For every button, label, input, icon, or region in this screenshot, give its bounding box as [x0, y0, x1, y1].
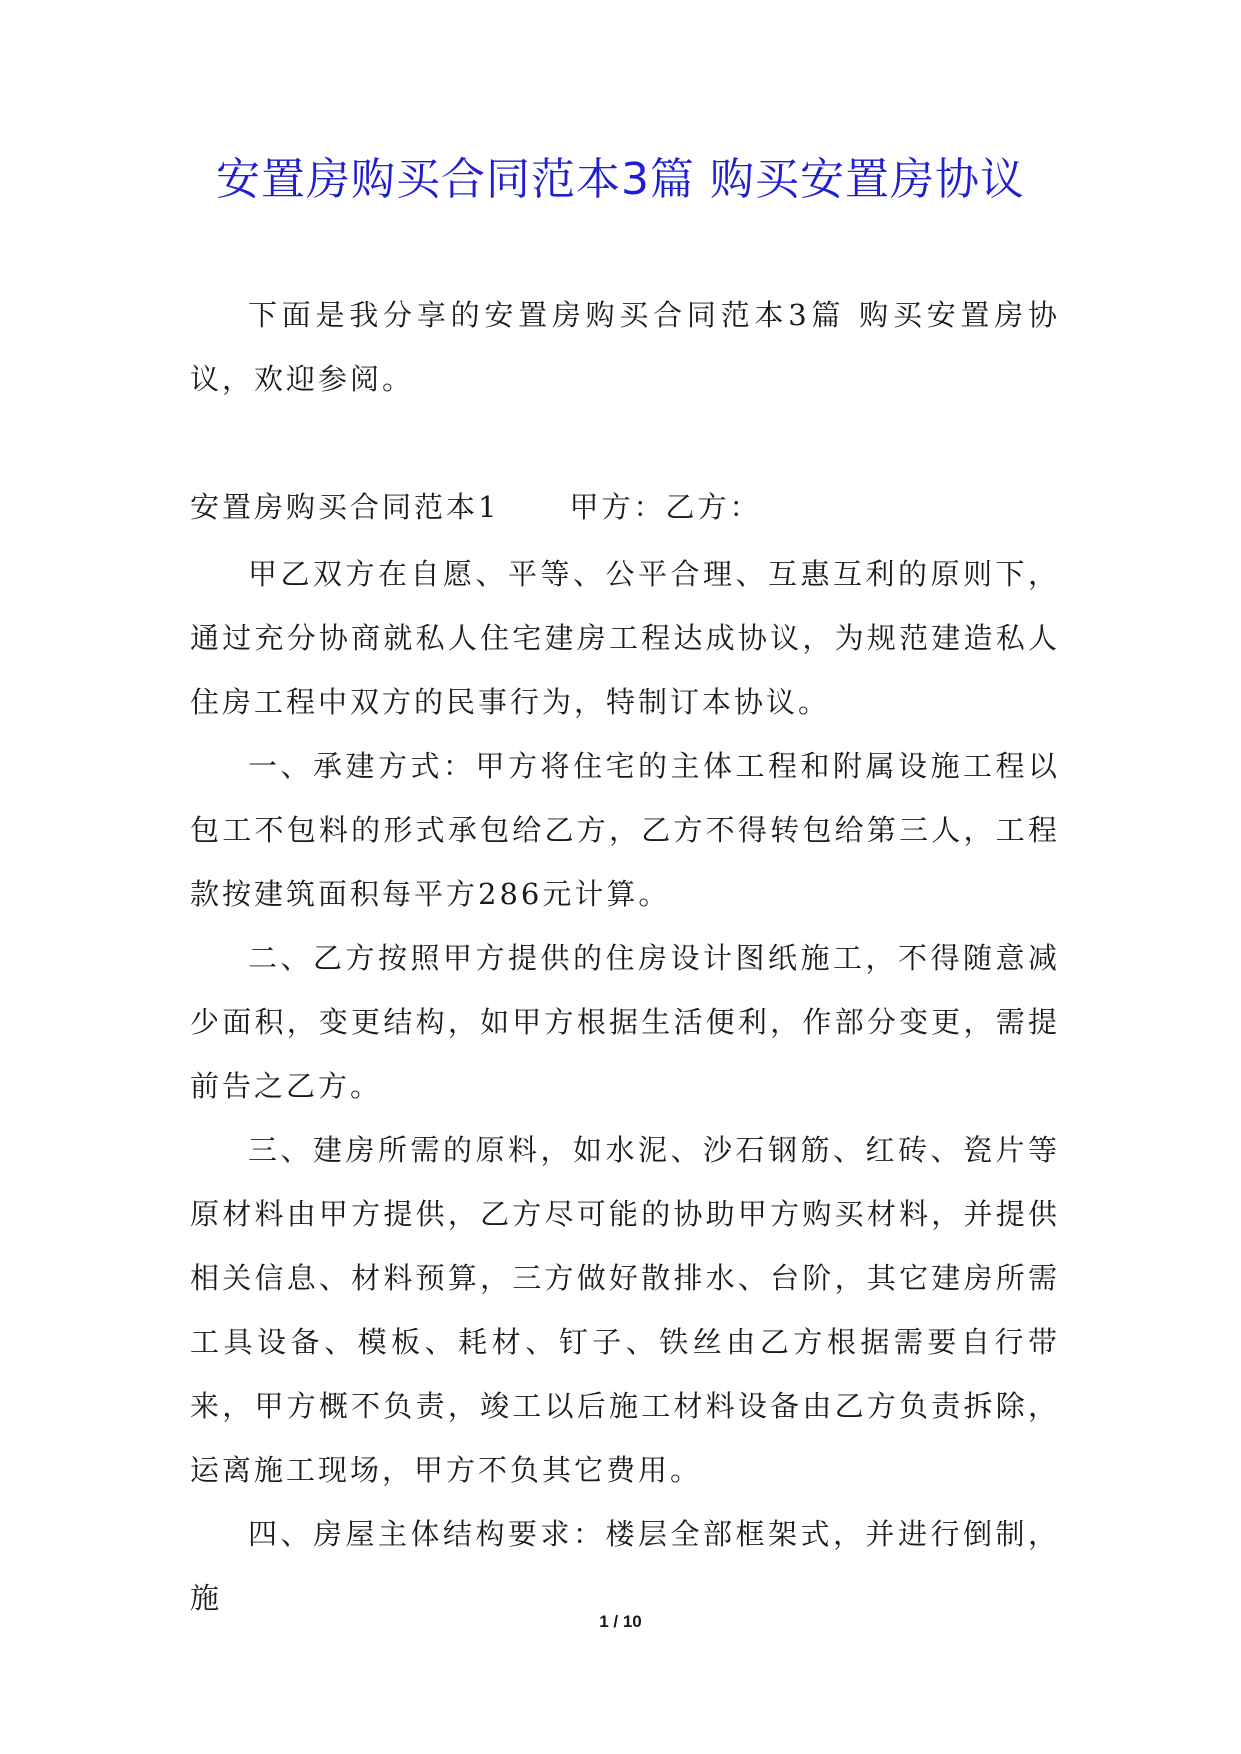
paragraph-preamble: 甲乙双方在自愿、平等、公平合理、互惠互利的原则下，通过充分协商就私人住宅建房工程达成协议，为规范建造私人住房工程中双方的民事行为，特制订本协议。	[190, 557, 1060, 719]
parties-line: 甲方：乙方：	[569, 490, 762, 524]
section-title: 安置房购买合同范本1	[190, 490, 500, 524]
paragraph-clause-3: 三、建房所需的原料，如水泥、沙石钢筋、红砖、瓷片等原材料由甲方提供，乙方尽可能的协助甲方购买材料，并提供相关信息、材料预算，三方做好散排水、台阶，其它建房所需工具设备、模板、耗材、钉子、铁丝由乙方根据需要自行带来，甲方概不负责，竣工以后施工材料设备由乙方负责拆除，运离施工现场，甲方不负其它费用。	[190, 1133, 1060, 1487]
paragraph-clause-1: 一、承建方式：甲方将住宅的主体工程和附属设施工程以包工不包料的形式承包给乙方，乙方不得转包给第三人，工程款按建筑面积每平方286元计算。	[190, 749, 1060, 911]
intro-paragraph: 下面是我分享的安置房购买合同范本3篇 购买安置房协议，欢迎参阅。	[190, 298, 1060, 396]
document-title: 安置房购买合同范本3篇 购买安置房协议	[216, 154, 1025, 205]
paragraph-clause-2: 二、乙方按照甲方提供的住房设计图纸施工，不得随意减少面积，变更结构，如甲方根据生活便利，作部分变更，需提前告之乙方。	[190, 941, 1060, 1103]
paragraph-clause-4: 四、房屋主体结构要求：楼层全部框架式，并进行倒制，施	[190, 1517, 1060, 1615]
contract-body	[190, 542, 1060, 1630]
section-heading	[190, 475, 761, 539]
page-number: 1 / 10	[599, 1612, 642, 1631]
